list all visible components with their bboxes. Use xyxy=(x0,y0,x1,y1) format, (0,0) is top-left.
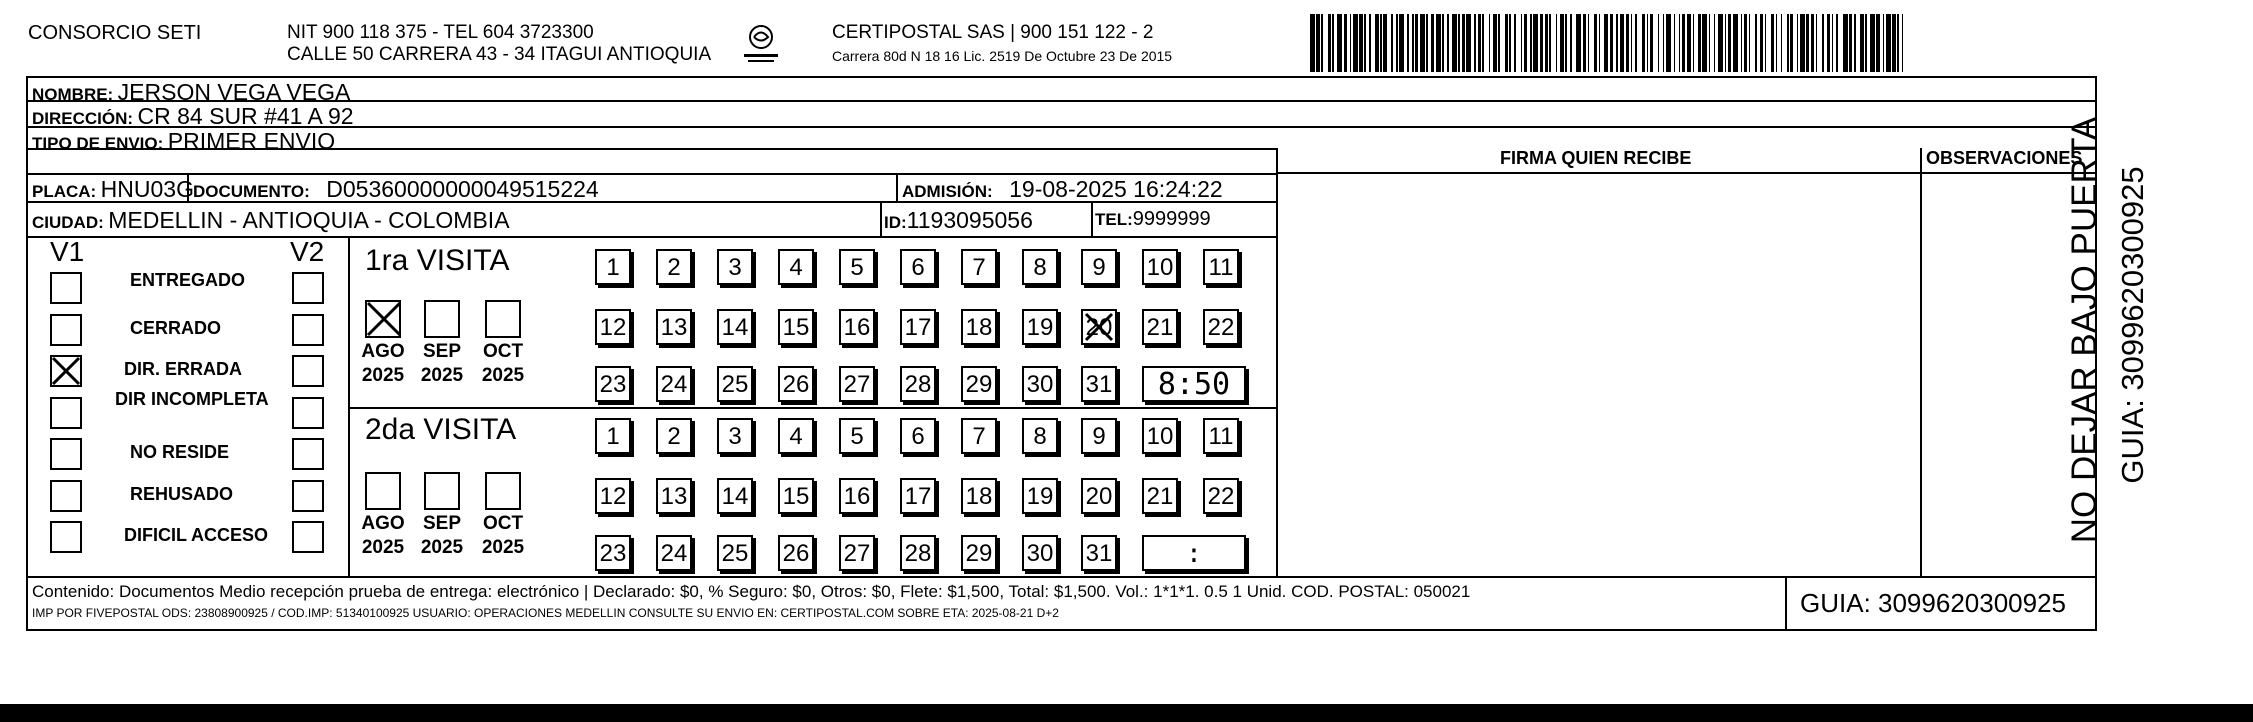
month-label xyxy=(473,340,533,388)
month-year: 2025 xyxy=(420,365,464,386)
admision-row xyxy=(902,176,1223,203)
status-label: ENTREGADO xyxy=(130,270,246,290)
day-box-12[interactable]: 12 xyxy=(595,478,631,514)
month-name: SEP xyxy=(422,341,462,362)
tipo-envio-value: PRIMER ENVIO xyxy=(167,128,336,154)
day-box-17[interactable]: 17 xyxy=(900,478,936,514)
status-label: DIFICIL ACCESO xyxy=(124,525,269,545)
status-label: DIR. ERRADA xyxy=(124,359,243,379)
contenido-line: Contenido: Documentos Medio recepción prueba de entrega: electrónico | Declarado: $0, % Seguro: $0, Otros: $0, Flete: $1,500, Total: $1,500. Vol.: 1*1*1. 0.5 1 Unid. COD. POSTAL: 050021 xyxy=(32,582,1471,601)
day-box-3[interactable]: 3 xyxy=(717,249,753,285)
month-name: SEP xyxy=(422,513,462,534)
certipostal-logo-icon xyxy=(738,22,784,66)
day-box-18[interactable]: 18 xyxy=(961,478,997,514)
day-box-20[interactable]: 20 xyxy=(1081,309,1117,345)
month-year: 2025 xyxy=(420,537,464,558)
day-box-28[interactable]: 28 xyxy=(900,535,936,571)
direccion-row xyxy=(32,103,354,130)
second-visit-title: 2da VISITA xyxy=(365,413,517,446)
day-box-1[interactable]: 1 xyxy=(595,418,631,454)
day-box-14[interactable]: 14 xyxy=(717,478,753,514)
no-dejar-warning: NO DEJAR BAJO PUERTA xyxy=(2065,116,2104,544)
day-box-11[interactable]: 11 xyxy=(1203,418,1239,454)
status-label: REHUSADO xyxy=(130,483,234,504)
v1-label: V1 xyxy=(50,236,85,267)
day-box-30[interactable]: 30 xyxy=(1022,535,1058,571)
status-v2-checkbox[interactable] xyxy=(292,521,324,553)
tipo-envio-label: TIPO DE ENVIO: xyxy=(32,134,164,153)
day-box-18[interactable]: 18 xyxy=(961,309,997,345)
day-box-24[interactable]: 24 xyxy=(656,366,692,402)
month-checkbox[interactable] xyxy=(485,300,521,338)
day-box-6[interactable]: 6 xyxy=(900,418,936,454)
day-box-26[interactable]: 26 xyxy=(778,535,814,571)
firma-header: FIRMA QUIEN RECIBE xyxy=(1500,148,1692,168)
ciudad-label: CIUDAD: xyxy=(32,213,104,232)
nit-line: NIT 900 118 375 - TEL 604 3723300 xyxy=(287,22,594,43)
day-box-2[interactable]: 2 xyxy=(656,249,692,285)
tel-value: 9999999 xyxy=(1132,208,1211,230)
status-v1-checkbox[interactable] xyxy=(50,438,82,470)
month-name: OCT xyxy=(482,341,524,362)
day-box-19[interactable]: 19 xyxy=(1022,309,1058,345)
label-frame xyxy=(26,76,2097,631)
nombre-value: JERSON VEGA VEGA xyxy=(117,79,351,105)
day-box-28[interactable]: 28 xyxy=(900,366,936,402)
status-v1-checkbox[interactable] xyxy=(50,480,82,512)
month-checkbox[interactable] xyxy=(365,472,401,510)
status-v1-checkbox[interactable] xyxy=(50,272,82,304)
day-box-13[interactable]: 13 xyxy=(656,478,692,514)
day-box-9[interactable]: 9 xyxy=(1081,249,1117,285)
day-box-4[interactable]: 4 xyxy=(778,418,814,454)
day-box-19[interactable]: 19 xyxy=(1022,478,1058,514)
barcode xyxy=(1310,14,1904,72)
status-v2-checkbox[interactable] xyxy=(292,480,324,512)
day-box-27[interactable]: 27 xyxy=(839,535,875,571)
month-year: 2025 xyxy=(361,537,405,558)
placa-value: HNU03G xyxy=(100,176,194,202)
nombre-label: NOMBRE: xyxy=(32,85,114,104)
day-box-16[interactable]: 16 xyxy=(839,478,875,514)
day-box-27[interactable]: 27 xyxy=(839,366,875,402)
status-label: NO RESIDE xyxy=(130,442,230,462)
direccion-label: DIRECCIÓN: xyxy=(32,109,134,128)
placa-label: PLACA: xyxy=(32,182,97,201)
id-value: 1193095056 xyxy=(906,207,1033,233)
admision-value: 19-08-2025 16:24:22 xyxy=(1009,176,1223,202)
day-box-10[interactable]: 10 xyxy=(1142,418,1178,454)
day-box-8[interactable]: 8 xyxy=(1022,418,1058,454)
status-label: DIR INCOMPLETA xyxy=(115,388,269,409)
month-checkbox[interactable] xyxy=(424,300,460,338)
status-v2-checkbox[interactable] xyxy=(292,397,324,429)
tel-label: TEL: xyxy=(1095,210,1133,229)
day-box-7[interactable]: 7 xyxy=(961,249,997,285)
status-v1-checkbox[interactable] xyxy=(50,314,82,346)
month-label xyxy=(353,340,413,388)
status-v1-checkbox[interactable] xyxy=(50,521,82,553)
day-box-15[interactable]: 15 xyxy=(778,309,814,345)
id-row xyxy=(884,207,1033,234)
day-box-31[interactable]: 31 xyxy=(1081,535,1117,571)
month-label xyxy=(412,340,472,388)
id-label: ID: xyxy=(884,213,907,232)
day-box-11[interactable]: 11 xyxy=(1203,249,1239,285)
day-box-4[interactable]: 4 xyxy=(778,249,814,285)
day-box-17[interactable]: 17 xyxy=(900,309,936,345)
tipo-envio-row xyxy=(32,128,335,155)
day-box-5[interactable]: 5 xyxy=(839,418,875,454)
ciudad-value: MEDELLIN - ANTIOQUIA - COLOMBIA xyxy=(108,207,510,233)
day-box-23[interactable]: 23 xyxy=(595,366,631,402)
day-box-23[interactable]: 23 xyxy=(595,535,631,571)
handwritten-x-mark xyxy=(1083,311,1115,343)
handwritten-x-mark xyxy=(365,300,403,338)
day-box-20[interactable]: 20 xyxy=(1081,478,1117,514)
day-box-8[interactable]: 8 xyxy=(1022,249,1058,285)
month-label xyxy=(353,512,413,560)
month-year: 2025 xyxy=(481,537,525,558)
month-year: 2025 xyxy=(361,365,405,386)
address-line: CALLE 50 CARRERA 43 - 34 ITAGUI ANTIOQUIA xyxy=(287,44,712,65)
day-box-16[interactable]: 16 xyxy=(839,309,875,345)
placa-row xyxy=(32,176,194,203)
day-box-2[interactable]: 2 xyxy=(656,418,692,454)
day-box-7[interactable]: 7 xyxy=(961,418,997,454)
day-box-29[interactable]: 29 xyxy=(961,535,997,571)
day-box-29[interactable]: 29 xyxy=(961,366,997,402)
direccion-value: CR 84 SUR #41 A 92 xyxy=(137,103,354,129)
barcode-bar xyxy=(1902,14,1904,72)
documento-row xyxy=(193,176,599,203)
day-box-21[interactable]: 21 xyxy=(1142,309,1178,345)
day-box-10[interactable]: 10 xyxy=(1142,249,1178,285)
day-box-1[interactable]: 1 xyxy=(595,249,631,285)
documento-value: D05360000000049515224 xyxy=(326,176,599,202)
day-box-22[interactable]: 22 xyxy=(1203,478,1239,514)
scan-edge-bar xyxy=(0,704,2253,722)
day-box-14[interactable]: 14 xyxy=(717,309,753,345)
day-box-25[interactable]: 25 xyxy=(717,535,753,571)
documento-label: DOCUMENTO: xyxy=(193,182,310,201)
day-box-22[interactable]: 22 xyxy=(1203,309,1239,345)
day-box-9[interactable]: 9 xyxy=(1081,418,1117,454)
day-box-31[interactable]: 31 xyxy=(1081,366,1117,402)
license-line: Carrera 80d N 18 16 Lic. 2519 De Octubre 23 De 2015 xyxy=(832,48,1173,64)
month-checkbox[interactable] xyxy=(485,472,521,510)
month-name: OCT xyxy=(482,513,524,534)
guia-footer: GUIA: 3099620300925 xyxy=(1800,588,2066,618)
month-label xyxy=(473,512,533,560)
nombre-row xyxy=(32,79,350,106)
day-box-12[interactable]: 12 xyxy=(595,309,631,345)
visit-time-box[interactable]: 8:50 xyxy=(1142,366,1246,402)
day-box-5[interactable]: 5 xyxy=(839,249,875,285)
imp-line: IMP POR FIVEPOSTAL ODS: 23808900925 / COD.IMP: 51340100925 USUARIO: OPERACIONES MEDELLIN CONSULTE SU ENVIO EN: CERTIPOSTAL.COM SOBRE ETA: 2025-08-21 D+2 xyxy=(32,606,1059,620)
status-v1-checkbox[interactable] xyxy=(50,397,82,429)
side-guia: GUIA: 3099620300925 xyxy=(2115,166,2150,484)
day-box-21[interactable]: 21 xyxy=(1142,478,1178,514)
status-label: CERRADO xyxy=(130,317,222,338)
month-year: 2025 xyxy=(481,365,525,386)
day-box-26[interactable]: 26 xyxy=(778,366,814,402)
visit-time-box[interactable]: : xyxy=(1142,535,1246,571)
ciudad-row xyxy=(32,207,510,234)
first-visit-title: 1ra VISITA xyxy=(365,244,510,277)
day-box-30[interactable]: 30 xyxy=(1022,366,1058,402)
observaciones-header: OBSERVACIONES xyxy=(1926,148,2083,168)
tel-row xyxy=(1095,208,1211,231)
day-box-3[interactable]: 3 xyxy=(717,418,753,454)
month-name: AGO xyxy=(361,513,405,534)
month-checkbox[interactable] xyxy=(424,472,460,510)
company-line: CERTIPOSTAL SAS | 900 151 122 - 2 xyxy=(832,22,1154,43)
month-label xyxy=(412,512,472,560)
day-box-15[interactable]: 15 xyxy=(778,478,814,514)
handwritten-x-mark xyxy=(50,355,82,387)
month-name: AGO xyxy=(361,341,405,362)
v2-label: V2 xyxy=(290,236,325,267)
status-v2-checkbox[interactable] xyxy=(292,355,324,387)
day-box-24[interactable]: 24 xyxy=(656,535,692,571)
admision-label: ADMISIÓN: xyxy=(902,182,993,201)
day-box-6[interactable]: 6 xyxy=(900,249,936,285)
sender-name: CONSORCIO SETI xyxy=(28,22,202,44)
day-box-13[interactable]: 13 xyxy=(656,309,692,345)
status-v2-checkbox[interactable] xyxy=(292,438,324,470)
day-box-25[interactable]: 25 xyxy=(717,366,753,402)
status-v2-checkbox[interactable] xyxy=(292,314,324,346)
status-v2-checkbox[interactable] xyxy=(292,272,324,304)
